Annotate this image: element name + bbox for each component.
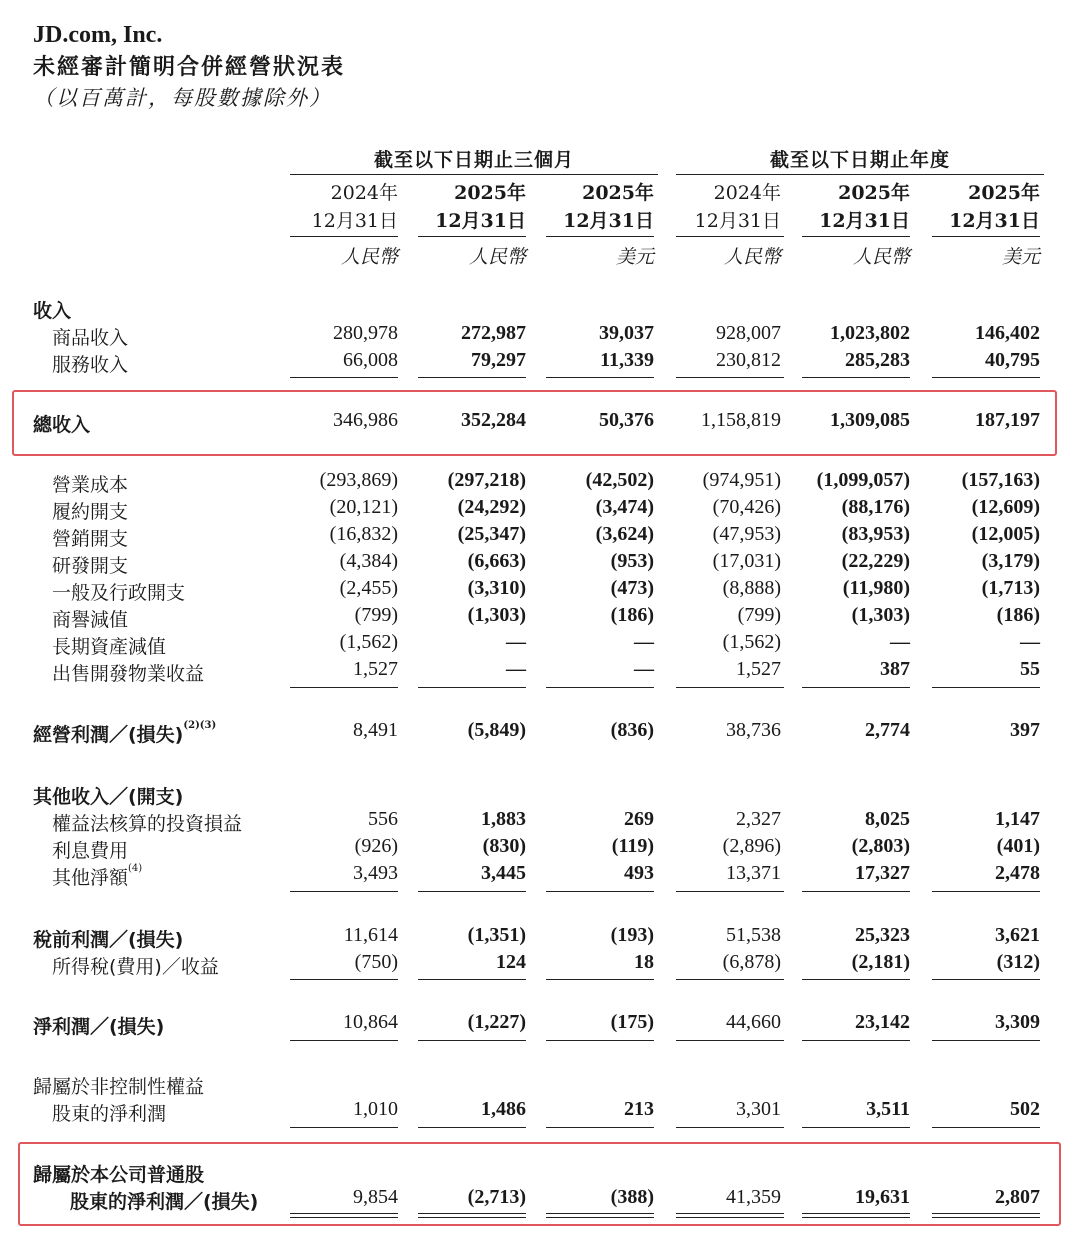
value-cell: (6,663) xyxy=(467,550,526,572)
value-cell: — xyxy=(506,658,526,680)
row-label-text: 長期資產減值 xyxy=(52,636,167,658)
value-cell: (47,953) xyxy=(712,523,781,545)
row-label-text: 淨利潤／(損失) xyxy=(33,1016,165,1038)
row-label xyxy=(52,323,128,350)
subtotal-rule xyxy=(546,979,654,980)
value-cell: 230,812 xyxy=(716,349,781,371)
subtotal-rule xyxy=(418,979,526,980)
column-year: 2025年 xyxy=(838,182,910,204)
subtotal-rule xyxy=(418,377,526,378)
subtotal-rule xyxy=(290,979,398,980)
value-cell: (22,229) xyxy=(841,550,910,572)
value-cell: (974,951) xyxy=(702,469,781,491)
subtotal-rule xyxy=(290,1040,398,1041)
row-label xyxy=(33,925,183,952)
footnote-marker: (4) xyxy=(128,863,143,874)
value-cell: 9,854 xyxy=(353,1186,398,1208)
value-cell: (12,609) xyxy=(971,496,1040,518)
value-cell: 17,327 xyxy=(855,862,910,884)
statement-title: 未經審計簡明合併經營狀況表 xyxy=(33,55,346,80)
column-header-underline xyxy=(546,236,654,237)
value-cell: 1,309,085 xyxy=(830,409,910,431)
value-cell: (3,624) xyxy=(595,523,654,545)
value-cell: 23,142 xyxy=(855,1011,910,1033)
column-date: 12月31日 xyxy=(949,210,1040,232)
row-label-text: 經營利潤／(損失) xyxy=(33,724,184,746)
value-cell: 8,025 xyxy=(865,808,910,830)
value-cell: (953) xyxy=(610,550,654,572)
value-cell: 55 xyxy=(1020,658,1040,680)
value-cell: (1,303) xyxy=(467,604,526,626)
subtotal-rule xyxy=(546,1040,654,1041)
column-header-underline xyxy=(802,236,910,237)
value-cell: 556 xyxy=(368,808,398,830)
value-cell: (16,832) xyxy=(329,523,398,545)
group-header-year: 截至以下日期止年度 xyxy=(769,149,950,171)
value-cell: (3,474) xyxy=(595,496,654,518)
column-year: 2025年 xyxy=(454,182,526,204)
value-cell: 51,538 xyxy=(726,924,781,946)
row-label xyxy=(33,782,183,809)
subtotal-rule xyxy=(676,377,784,378)
row-label xyxy=(33,1072,204,1099)
value-cell: (1,562) xyxy=(339,631,398,653)
value-cell: (11,980) xyxy=(842,577,910,599)
value-cell: 387 xyxy=(880,658,910,680)
value-cell: (88,176) xyxy=(841,496,910,518)
value-cell: — xyxy=(634,658,654,680)
unit-note: （以百萬計，每股數據除外） xyxy=(33,86,332,110)
row-label-text: 其他淨額 xyxy=(52,867,129,889)
value-cell: 1,023,802 xyxy=(830,322,910,344)
subtotal-rule xyxy=(290,891,398,892)
row-label xyxy=(52,863,142,890)
row-label-text: 研發開支 xyxy=(52,555,129,577)
value-cell: (1,227) xyxy=(467,1011,526,1033)
value-cell: 18 xyxy=(634,951,654,973)
value-cell: 269 xyxy=(624,808,654,830)
row-label xyxy=(33,296,71,323)
subtotal-rule xyxy=(290,1127,398,1128)
value-cell: (2,181) xyxy=(851,951,910,973)
value-cell: (2,713) xyxy=(467,1186,526,1208)
value-cell: (24,292) xyxy=(457,496,526,518)
row-label-text: 權益法核算的投資損益 xyxy=(52,813,243,835)
row-label xyxy=(52,952,219,979)
row-label-text: 商品收入 xyxy=(52,327,129,349)
subtotal-rule xyxy=(932,1127,1040,1128)
group-underline xyxy=(676,174,1044,175)
value-cell: 1,147 xyxy=(995,808,1040,830)
value-cell: 493 xyxy=(624,862,654,884)
subtotal-rule xyxy=(290,687,398,688)
column-header-underline xyxy=(932,236,1040,237)
value-cell: 38,736 xyxy=(726,719,781,741)
value-cell: 397 xyxy=(1010,719,1040,741)
value-cell: (42,502) xyxy=(585,469,654,491)
column-header-underline xyxy=(290,236,398,237)
value-cell: (17,031) xyxy=(712,550,781,572)
company-name: JD.com, Inc. xyxy=(33,22,163,48)
row-label-text: 股東的淨利潤／(損失) xyxy=(70,1191,259,1213)
value-cell: (1,562) xyxy=(722,631,781,653)
value-cell: (157,163) xyxy=(961,469,1040,491)
row-label-text: 履約開支 xyxy=(52,501,129,523)
row-label xyxy=(52,809,242,836)
row-label xyxy=(52,470,128,497)
value-cell: 10,864 xyxy=(343,1011,398,1033)
value-cell: 66,008 xyxy=(343,349,398,371)
value-cell: 3,445 xyxy=(481,862,526,884)
value-cell: 25,323 xyxy=(855,924,910,946)
value-cell: — xyxy=(890,631,910,653)
row-label xyxy=(52,551,128,578)
row-label-text: 股東的淨利潤 xyxy=(52,1103,167,1125)
row-label-text: 所得稅(費用)／收益 xyxy=(52,956,219,978)
row-label xyxy=(33,720,216,747)
subtotal-rule xyxy=(418,891,526,892)
subtotal-rule xyxy=(932,377,1040,378)
subtotal-rule xyxy=(418,1127,526,1128)
column-currency: 美元 xyxy=(1001,246,1040,268)
value-cell: (830) xyxy=(482,835,526,857)
column-year: 2025年 xyxy=(582,182,654,204)
row-label-text: 歸屬於本公司普通股 xyxy=(33,1164,205,1186)
value-cell: 11,614 xyxy=(343,924,398,946)
value-cell: (1,713) xyxy=(981,577,1040,599)
value-cell: (8,888) xyxy=(722,577,781,599)
row-label-text: 一般及行政開支 xyxy=(52,582,186,604)
value-cell: 19,631 xyxy=(855,1186,910,1208)
column-year: 2024年 xyxy=(330,182,398,204)
column-currency: 人民幣 xyxy=(468,246,526,268)
value-cell: 13,371 xyxy=(726,862,781,884)
highlight-box-total-revenue xyxy=(12,390,1057,456)
column-date: 12月31日 xyxy=(694,210,781,232)
value-cell: 1,010 xyxy=(353,1098,398,1120)
footnote-marker: (2)(3) xyxy=(183,720,217,731)
value-cell: 2,478 xyxy=(995,862,1040,884)
subtotal-rule xyxy=(802,979,910,980)
value-cell: (175) xyxy=(610,1011,654,1033)
group-header-three-months: 截至以下日期止三個月 xyxy=(373,149,574,171)
row-label-text: 總收入 xyxy=(33,414,91,436)
value-cell: (3,179) xyxy=(981,550,1040,572)
value-cell: 50,376 xyxy=(599,409,654,431)
value-cell: 1,527 xyxy=(353,658,398,680)
value-cell: (1,099,057) xyxy=(816,469,910,491)
subtotal-rule xyxy=(546,377,654,378)
value-cell: 1,158,819 xyxy=(701,409,781,431)
value-cell: (799) xyxy=(737,604,781,626)
value-cell: 928,007 xyxy=(716,322,781,344)
value-cell: 285,283 xyxy=(845,349,910,371)
value-cell: (83,953) xyxy=(841,523,910,545)
value-cell: (293,869) xyxy=(319,469,398,491)
subtotal-rule xyxy=(418,1040,526,1041)
column-date: 12月31日 xyxy=(435,210,526,232)
value-cell: 1,883 xyxy=(481,808,526,830)
subtotal-rule xyxy=(676,1127,784,1128)
value-cell: (388) xyxy=(610,1186,654,1208)
value-cell: (836) xyxy=(610,719,654,741)
row-label xyxy=(52,659,204,686)
value-cell: 187,197 xyxy=(975,409,1040,431)
value-cell: (5,849) xyxy=(467,719,526,741)
value-cell: 39,037 xyxy=(599,322,654,344)
column-year: 2025年 xyxy=(968,182,1040,204)
value-cell: (1,303) xyxy=(851,604,910,626)
subtotal-rule xyxy=(418,687,526,688)
value-cell: 1,527 xyxy=(736,658,781,680)
column-header-underline xyxy=(676,236,784,237)
value-cell: (70,426) xyxy=(712,496,781,518)
value-cell: 213 xyxy=(624,1098,654,1120)
row-label xyxy=(52,497,128,524)
subtotal-rule xyxy=(546,687,654,688)
value-cell: 3,309 xyxy=(995,1011,1040,1033)
value-cell: 41,359 xyxy=(726,1186,781,1208)
column-header-underline xyxy=(418,236,526,237)
row-label xyxy=(52,524,128,551)
row-label xyxy=(52,1099,166,1126)
row-label-text: 服務收入 xyxy=(52,354,129,376)
subtotal-rule xyxy=(932,687,1040,688)
value-cell: (4,384) xyxy=(339,550,398,572)
subtotal-rule xyxy=(802,1040,910,1041)
value-cell: — xyxy=(506,631,526,653)
subtotal-rule xyxy=(676,891,784,892)
value-cell: (12,005) xyxy=(971,523,1040,545)
row-label-text: 稅前利潤／(損失) xyxy=(33,929,184,951)
value-cell: 3,621 xyxy=(995,924,1040,946)
value-cell: (186) xyxy=(610,604,654,626)
value-cell: 2,774 xyxy=(865,719,910,741)
row-label-text: 出售開發物業收益 xyxy=(52,663,205,685)
value-cell: (799) xyxy=(354,604,398,626)
value-cell: 2,807 xyxy=(995,1186,1040,1208)
column-currency: 人民幣 xyxy=(723,246,781,268)
row-label xyxy=(52,350,128,377)
value-cell: (1,351) xyxy=(467,924,526,946)
subtotal-rule xyxy=(802,377,910,378)
value-cell: 502 xyxy=(1010,1098,1040,1120)
value-cell: 346,986 xyxy=(333,409,398,431)
column-date: 12月31日 xyxy=(563,210,654,232)
value-cell: 352,284 xyxy=(461,409,526,431)
subtotal-rule xyxy=(802,891,910,892)
subtotal-rule xyxy=(932,979,1040,980)
row-label-text: 歸屬於非控制性權益 xyxy=(33,1076,205,1098)
row-label-text: 營業成本 xyxy=(52,474,129,496)
value-cell: — xyxy=(1020,631,1040,653)
column-currency: 人民幣 xyxy=(852,246,910,268)
subtotal-rule xyxy=(802,687,910,688)
subtotal-rule xyxy=(676,1040,784,1041)
value-cell: (3,310) xyxy=(467,577,526,599)
row-label-text: 商譽減值 xyxy=(52,609,129,631)
row-label xyxy=(52,578,185,605)
value-cell: 280,978 xyxy=(333,322,398,344)
row-label xyxy=(33,1012,164,1039)
value-cell: 3,493 xyxy=(353,862,398,884)
value-cell: 2,327 xyxy=(736,808,781,830)
value-cell: 11,339 xyxy=(600,349,654,371)
value-cell: 79,297 xyxy=(471,349,526,371)
column-currency: 美元 xyxy=(615,246,654,268)
column-currency: 人民幣 xyxy=(340,246,398,268)
value-cell: (2,455) xyxy=(339,577,398,599)
value-cell: — xyxy=(634,631,654,653)
value-cell: (119) xyxy=(611,835,654,857)
value-cell: 1,486 xyxy=(481,1098,526,1120)
value-cell: (2,896) xyxy=(722,835,781,857)
row-label-text: 利息費用 xyxy=(52,840,129,862)
value-cell: 124 xyxy=(496,951,526,973)
value-cell: (20,121) xyxy=(329,496,398,518)
value-cell: (297,218) xyxy=(447,469,526,491)
value-cell: (25,347) xyxy=(457,523,526,545)
value-cell: 44,660 xyxy=(726,1011,781,1033)
value-cell: 8,491 xyxy=(353,719,398,741)
subtotal-rule xyxy=(932,1040,1040,1041)
subtotal-rule xyxy=(802,1127,910,1128)
subtotal-rule xyxy=(546,1127,654,1128)
group-underline xyxy=(290,174,658,175)
row-label xyxy=(52,632,166,659)
value-cell: (193) xyxy=(610,924,654,946)
column-date: 12月31日 xyxy=(311,210,398,232)
value-cell: (6,878) xyxy=(722,951,781,973)
value-cell: (312) xyxy=(996,951,1040,973)
value-cell: (926) xyxy=(354,835,398,857)
subtotal-rule xyxy=(290,377,398,378)
row-label-text: 其他收入／(開支) xyxy=(33,786,184,808)
subtotal-rule xyxy=(932,891,1040,892)
subtotal-rule xyxy=(676,979,784,980)
subtotal-rule xyxy=(676,687,784,688)
row-label xyxy=(52,605,128,632)
row-label-text: 收入 xyxy=(33,300,72,322)
value-cell: 146,402 xyxy=(975,322,1040,344)
value-cell: (473) xyxy=(610,577,654,599)
value-cell: 272,987 xyxy=(461,322,526,344)
row-label-text: 營銷開支 xyxy=(52,528,129,550)
highlight-box-net-income-attributable xyxy=(18,1142,1061,1226)
column-year: 2024年 xyxy=(713,182,781,204)
column-date: 12月31日 xyxy=(819,210,910,232)
value-cell: (750) xyxy=(354,951,398,973)
value-cell: (2,803) xyxy=(851,835,910,857)
value-cell: (186) xyxy=(996,604,1040,626)
subtotal-rule xyxy=(546,891,654,892)
value-cell: (401) xyxy=(996,835,1040,857)
value-cell: 40,795 xyxy=(985,349,1040,371)
value-cell: 3,511 xyxy=(866,1098,910,1120)
value-cell: 3,301 xyxy=(736,1098,781,1120)
row-label xyxy=(52,836,128,863)
